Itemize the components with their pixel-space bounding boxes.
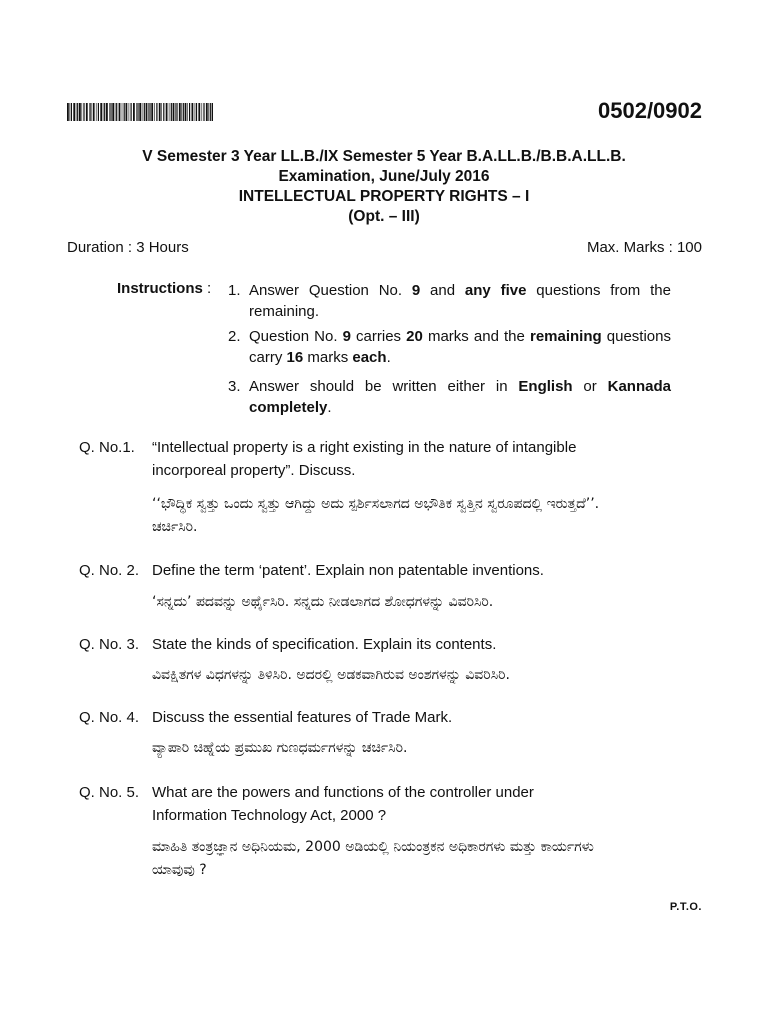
barcode-bar	[71, 103, 72, 121]
barcode-bar	[110, 103, 111, 121]
barcode-bar	[79, 103, 81, 121]
question-number: Q. No.1.	[79, 439, 135, 456]
barcode-bar	[129, 103, 130, 121]
barcode-bar	[187, 103, 188, 121]
question-kannada: ಮಾಹಿತಿ ತಂತ್ರಜ್ಞಾನ ಅಧಿನಿಯಮ, 2000 ಅಡಿಯಲ್ಲಿ ನಿಯಂತ್ರಕನ ಅಧಿಕಾರಗಳು ಮತ್ತು ಕಾರ್ಯಗಳು ಯಾವುವು ?	[152, 839, 594, 878]
question-number: Q. No. 3.	[79, 636, 140, 653]
barcode-bar	[146, 103, 148, 121]
duration: Duration : 3 Hours	[67, 239, 189, 256]
question-kannada: ವ್ಯಾಪಾರಿ ಚಿಹ್ನೆಯ ಪ್ರಮುಖ ಗುಣಧರ್ಮಗಳನ್ನು ಚರ್ಚಿಸಿರಿ.	[152, 740, 408, 756]
barcode-bar	[106, 103, 108, 121]
barcode-bar	[189, 103, 190, 121]
barcode-bar	[142, 103, 143, 121]
barcode-bar	[179, 103, 181, 121]
barcode-bar	[93, 103, 95, 121]
barcode-bar	[154, 103, 155, 121]
barcode-bar	[166, 103, 168, 121]
header-line-1: V Semester 3 Year LL.B./IX Semester 5 Year B.A.LL.B./B.B.A.LL.B.	[142, 148, 626, 165]
barcode-bar	[176, 103, 177, 121]
pto-label: P.T.O.	[669, 901, 702, 913]
question-number: Q. No. 5.	[79, 784, 140, 801]
header-line-3: INTELLECTUAL PROPERTY RIGHTS – I	[238, 188, 530, 205]
barcode-bar	[196, 103, 197, 121]
barcode-bar	[137, 103, 138, 121]
barcode-bar	[156, 103, 157, 121]
barcode-bar	[148, 103, 149, 121]
question-text: Define the term ‘patent’. Explain non patentable inventions.	[152, 562, 544, 579]
question-text: What are the powers and functions of the controller under Information Technology Act, 2000 ?	[152, 784, 534, 824]
question-text: State the kinds of specification. Explain its contents.	[152, 636, 497, 653]
header-line-2: Examination, June/July 2016	[278, 168, 490, 185]
barcode-bar	[203, 103, 204, 121]
barcode-bar	[122, 103, 123, 121]
barcode-bar	[212, 103, 213, 121]
barcode-bar	[133, 103, 135, 121]
barcode-bar	[76, 103, 77, 121]
barcode-bar	[109, 103, 110, 121]
barcode-bar	[86, 103, 88, 121]
barcode-bar	[96, 103, 97, 121]
instruction-text: Question No. 9 carries 20 marks and the remaining questions carry 16 marks each.	[249, 328, 671, 366]
barcode-bar	[70, 103, 71, 121]
barcode-bar	[124, 103, 125, 121]
barcode-bar	[198, 103, 200, 121]
instruction-text: Answer should be written either in English or Kannada completely.	[249, 378, 671, 416]
barcode-bar	[144, 103, 145, 121]
question-text: “Intellectual property is a right existing in the nature of intangible incorporeal property”. Discuss.	[152, 439, 577, 479]
barcode-bar	[171, 103, 172, 121]
question-kannada: ವಿವಕ್ಷಿತಗಳ ವಿಧಗಳನ್ನು ತಿಳಿಸಿರಿ. ಅದರಲ್ಲಿ ಅಡಕವಾಗಿರುವ ಅಂಶಗಳನ್ನು ವಿವರಿಸಿರಿ.	[152, 667, 510, 683]
barcode-bar	[112, 103, 114, 121]
barcode-bar	[90, 103, 91, 121]
barcode-bar	[206, 103, 208, 121]
barcode-bar	[173, 103, 175, 121]
barcode-bar	[195, 103, 196, 121]
barcode-bar	[208, 103, 209, 121]
question-kannada: ‘ಸನ್ನದು’ ಪದವನ್ನು ಅರ್ಥೈಸಿರಿ. ಸನ್ನದು ನೀಡಲಾಗದ ಶೋಧಗಳನ್ನು ವಿವರಿಸಿರಿ.	[152, 594, 494, 610]
barcode-bar	[89, 103, 90, 121]
barcode-bar	[163, 103, 164, 121]
barcode-bar	[126, 103, 128, 121]
barcode-bar	[77, 103, 78, 121]
barcode-bar	[149, 103, 150, 121]
question-kannada: ‘‘ಭೌದ್ಧಿಕ ಸ್ವತ್ತು ಒಂದು ಸ್ವತ್ತು ಆಗಿದ್ದು ಅದು ಸ್ಪರ್ಶಿಸಲಾಗದ ಅಭೌತಿಕ ಸ್ವತ್ತಿನ ಸ್ವರೂಪದಲ್ಲಿ ಇರುತ್ತದೆ’’. ಚರ್ಚಿಸಿರಿ.	[152, 496, 600, 535]
barcode-bar	[104, 103, 105, 121]
barcode-bar	[175, 103, 176, 121]
barcode-bar	[151, 103, 153, 121]
barcode-bar	[210, 103, 211, 121]
barcode-bar	[119, 103, 121, 121]
barcode-bar	[136, 103, 137, 121]
barcode-bar	[139, 103, 141, 121]
barcode-bar	[115, 103, 116, 121]
barcode-bar	[159, 103, 161, 121]
barcode-bar	[73, 103, 75, 121]
barcode-bar	[82, 103, 83, 121]
question-text: Discuss the essential features of Trade Mark.	[152, 709, 453, 726]
barcode-bar	[192, 103, 194, 121]
paper-code: 0502/0902	[598, 98, 702, 123]
instructions-label: Instructions :	[117, 280, 212, 297]
barcode-bar	[181, 103, 182, 121]
instruction-text: Answer Question No. 9 and any five questions from the remaining.	[249, 282, 671, 320]
barcode-bar	[202, 103, 203, 121]
barcode-bar	[131, 103, 132, 121]
barcode-bar	[169, 103, 170, 121]
barcode-bar	[83, 103, 84, 121]
barcode-bar	[100, 103, 102, 121]
barcode-bar	[116, 103, 117, 121]
barcode-bar	[185, 103, 187, 121]
barcode-bar	[161, 103, 162, 121]
barcode-bar	[103, 103, 104, 121]
exam-header	[0, 147, 768, 227]
max-marks: Max. Marks : 100	[586, 239, 702, 256]
barcode-bar	[67, 103, 69, 121]
question-number: Q. No. 4.	[79, 709, 140, 726]
barcode	[67, 103, 213, 121]
barcode-bar	[183, 103, 184, 121]
header-line-4: (Opt. – III)	[348, 208, 420, 225]
barcode-bar	[98, 103, 99, 121]
question-number: Q. No. 2.	[79, 562, 140, 579]
